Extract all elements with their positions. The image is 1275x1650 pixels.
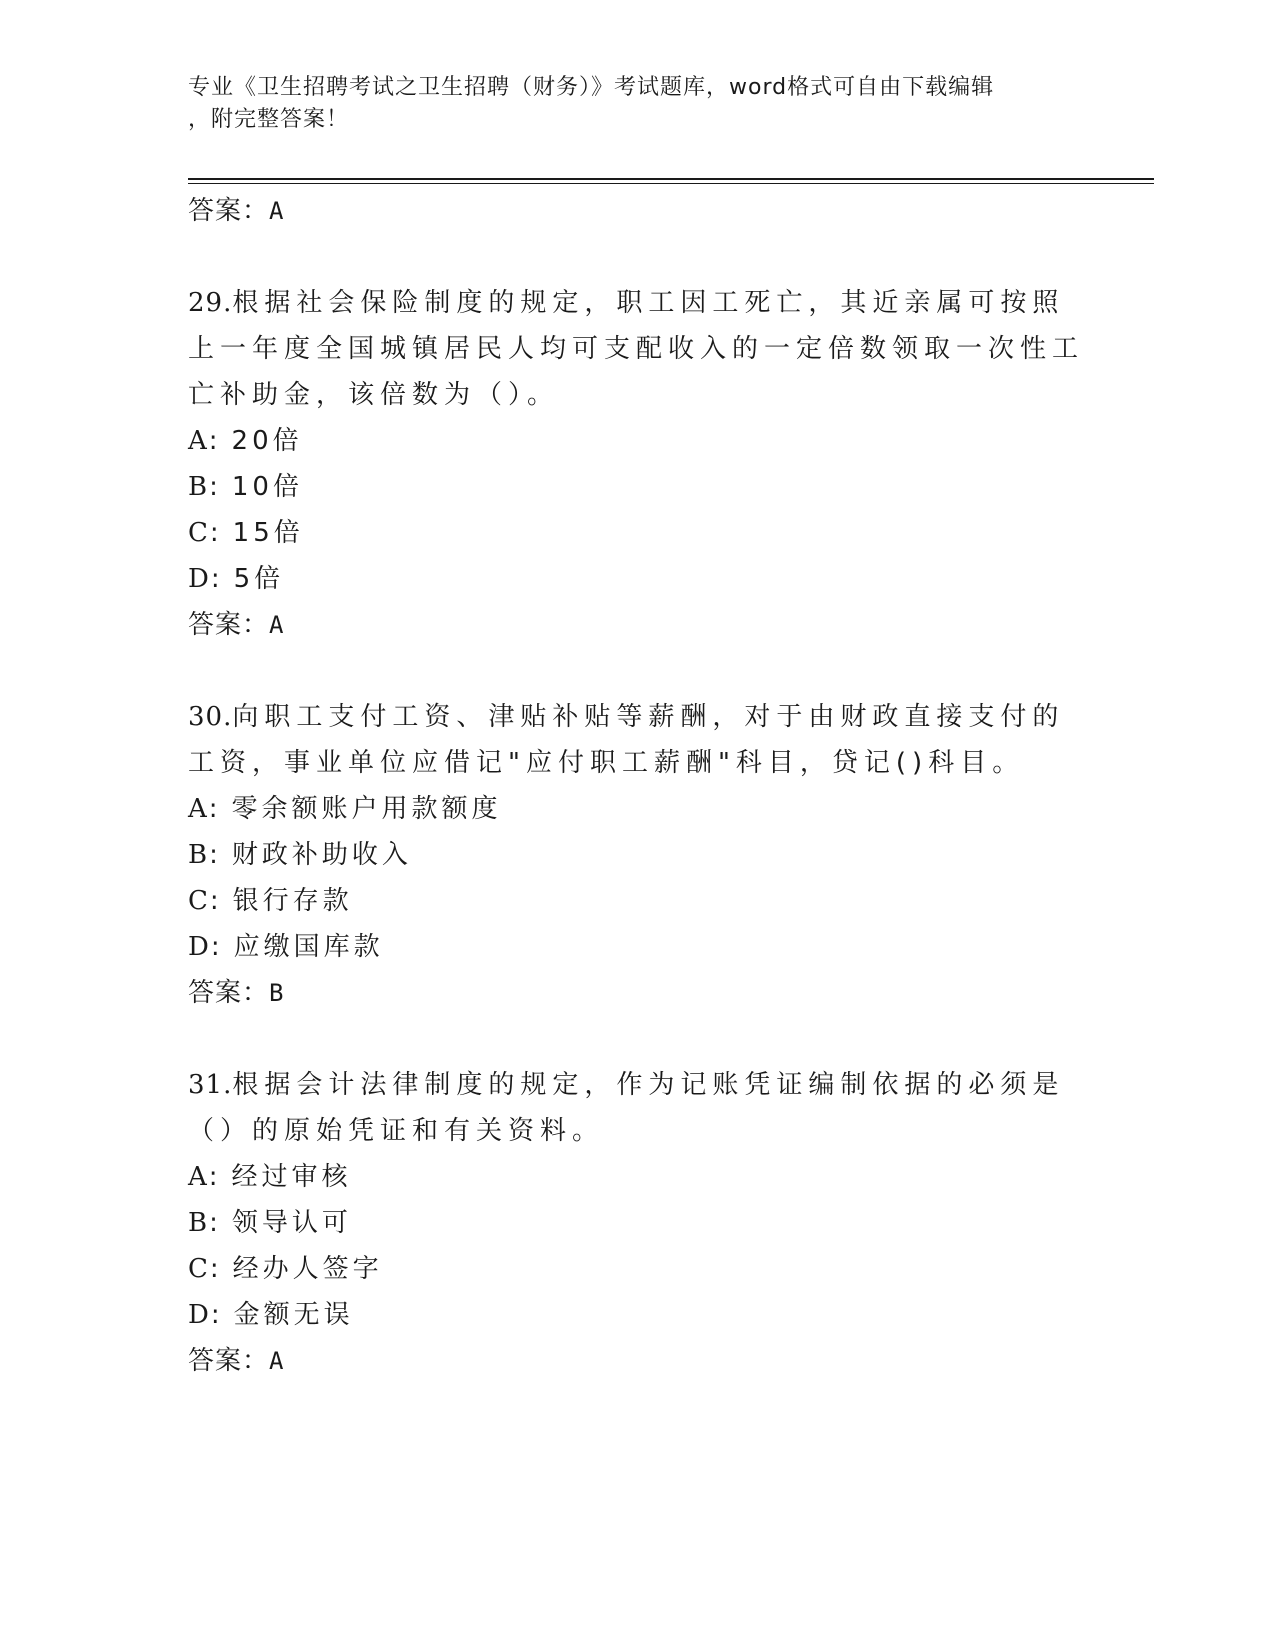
option-letter: C [188,518,210,548]
answer-value: A [269,611,285,639]
question-number: 31. [188,1070,233,1100]
question-list [188,188,1088,1384]
option-d: D: 金额无误 [188,1300,354,1330]
answer-line [188,188,1088,234]
option-c: C: 15倍 [188,518,304,548]
question-text [188,1062,1088,1154]
option-text: 10倍 [231,472,303,502]
option-letter: A [188,426,209,456]
answer-line [188,970,1088,1016]
option-c: C: 经办人签字 [188,1254,383,1284]
option-d: D: 5倍 [188,564,285,594]
question-text [188,280,1088,418]
answer-label: 答案： [188,610,270,640]
option-text: 应缴国库款 [233,932,384,962]
header-divider [188,178,1154,180]
option-text: 财政补助收入 [231,840,412,870]
option-letter: D [188,564,211,594]
option-text: 15倍 [232,518,304,548]
question-text [188,694,1088,786]
option-b: B: 10倍 [188,472,303,502]
option-text: 20倍 [231,426,303,456]
option-letter: A [188,794,209,824]
answer-value: A [269,1347,285,1375]
answer-line [188,602,1088,648]
answer-value: A [269,197,285,225]
question-body: 根据会计法律制度的规定，作为记账凭证编制依据的必须是（）的原始凭证和有关资料。 [188,1070,1065,1146]
option-a: A: 20倍 [188,426,303,456]
option-text: 金额无误 [233,1300,354,1330]
option-c: C: 银行存款 [188,886,353,916]
option-a: A: 经过审核 [188,1162,352,1192]
document-header [188,72,1088,136]
question-body: 根据社会保险制度的规定，职工因工死亡，其近亲属可按照上一年度全国城镇居民人均可支配收入的一定倍数领取一次性工亡补助金，该倍数为（）。 [188,288,1085,410]
answer-line [188,1338,1088,1384]
answer-label: 答案： [188,978,270,1008]
option-letter: B [188,1208,210,1238]
option-a: A: 零余额账户用款额度 [188,794,502,824]
answer-label: 答案： [188,1346,270,1376]
option-text: 5倍 [233,564,285,594]
answer-value: B [269,979,285,1007]
question-number: 30. [188,702,233,732]
option-b: B: 领导认可 [188,1208,352,1238]
option-letter: D [188,1300,211,1330]
option-letter: C [188,886,210,916]
option-letter: A [188,1162,209,1192]
option-text: 领导认可 [231,1208,352,1238]
question-body: 向职工支付工资、津贴补贴等薪酬，对于由财政直接支付的工资，事业单位应借记"应付职工薪酬"科目，贷记()科目。 [188,702,1065,778]
option-letter: B [188,840,210,870]
answer-label: 答案： [188,196,270,226]
option-text: 零余额账户用款额度 [231,794,502,824]
question-number: 29. [188,288,233,318]
header-text-line-1: 专业《卫生招聘考试之卫生招聘（财务）》考试题库，word格式可自由下载编辑 [188,75,995,100]
option-letter: D [188,932,211,962]
header-divider-thin [188,183,1154,184]
header-text-line-2: ，附完整答案！ [188,107,350,132]
option-b: B: 财政补助收入 [188,840,412,870]
option-text: 银行存款 [232,886,353,916]
option-text: 经过审核 [231,1162,352,1192]
option-d: D: 应缴国库款 [188,932,384,962]
option-letter: B [188,472,210,502]
option-text: 经办人签字 [232,1254,383,1284]
option-letter: C [188,1254,210,1284]
